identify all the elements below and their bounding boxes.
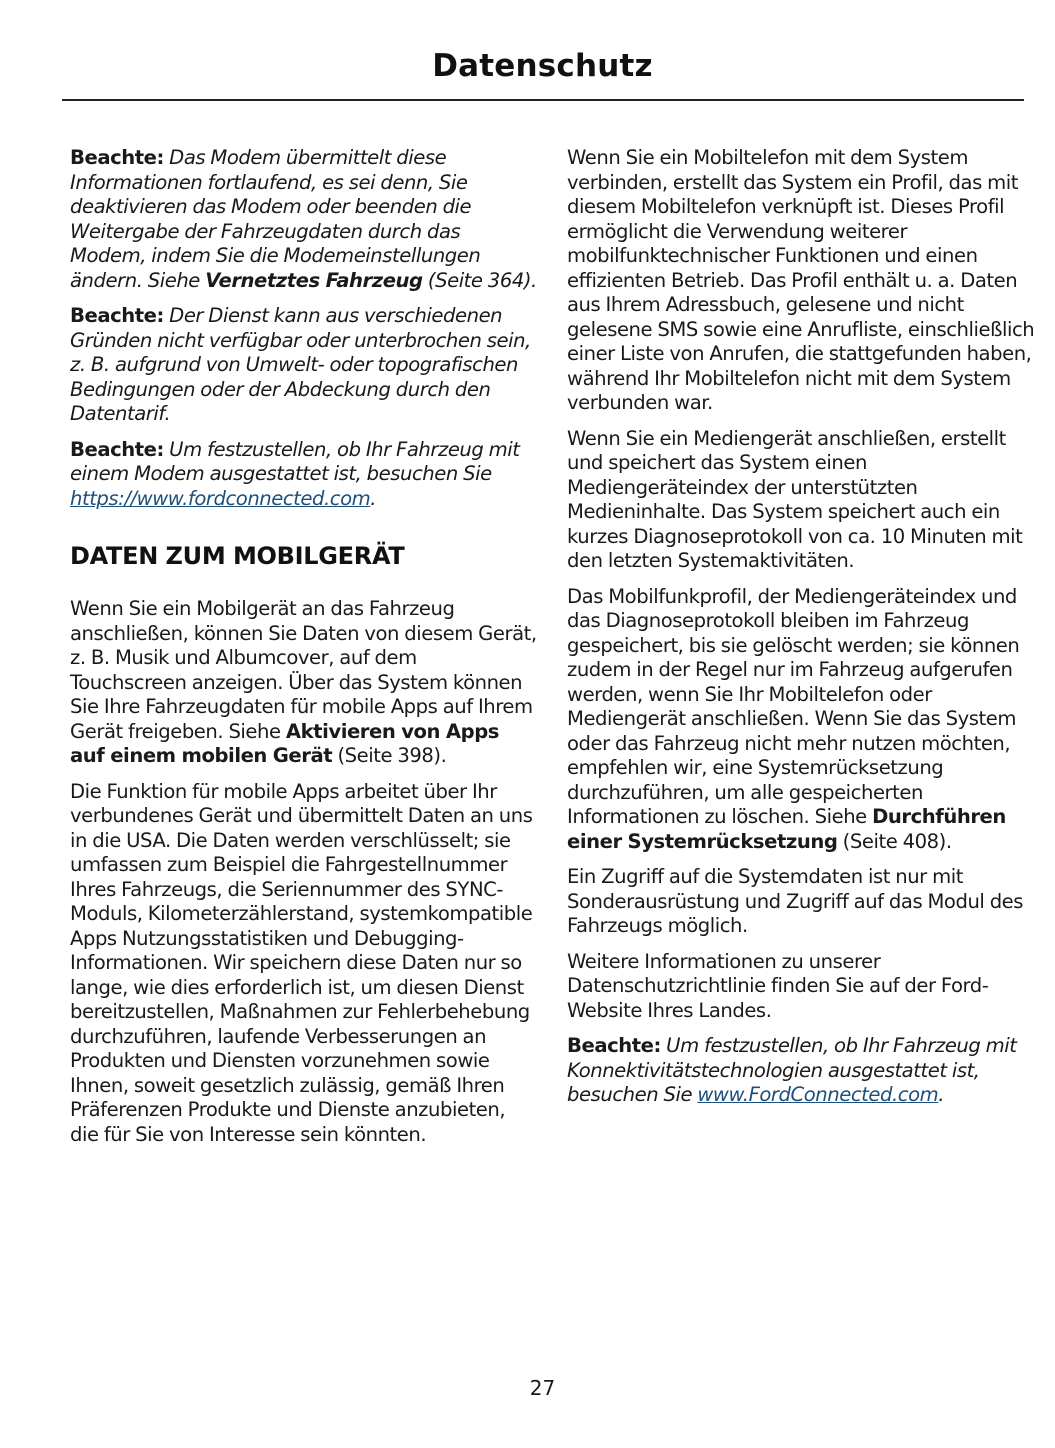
page-reference: (Seite 398). — [332, 744, 447, 767]
note-label: Beachte: — [70, 304, 164, 327]
paragraph-text: Wenn Sie ein Mobiltelefon mit dem System verbinden, erstellt das System ein Profil, das mit diesem Mobiltelefon verknüpft ist. Dieses Profil ermöglicht die Verwendung weiterer mobilfunktechnischer Funktionen und einen effizienten Betrieb. Das Profil enthält u. a. Daten aus Ihrem Adressbuch, gelesene und nicht gelesene SMS sowie eine Anrufliste, einschließlich einer Liste von Anrufen, die stattgefunden haben, während Ihr Mobiltelefon nicht mit dem System verbunden war. — [567, 146, 1035, 414]
note-suffix: . — [938, 1083, 945, 1106]
paragraph-mobile-apps — [70, 780, 538, 1148]
page-number: 27 — [529, 1376, 556, 1400]
note-label: Beachte: — [70, 437, 164, 461]
note-text: Um festzustellen, ob Ihr Fahrzeug mit Konnektivitätstechnologien ausgestattet ist, besuchen Sie — [567, 1034, 1017, 1106]
note-connectivity-check — [567, 1034, 1035, 1108]
paragraph-text: Wenn Sie ein Mediengerät anschließen, erstellt und speichert das System einen Mediengeräteindex der unterstützten Medieninhalte. Das System speichert auch ein kurzes Diagnoseprotokoll von ca. 10 Minuten mit den letzten Systemaktivitäten. — [567, 426, 1023, 572]
note-text: Das Modem übermittelt diese Informationen fortlaufend, es sei denn, Sie deaktivieren das Modem oder beenden die Weitergabe der Fahrzeugdaten durch das Modem, indem Sie die Modemeinstellungen ändern. Siehe — [70, 146, 481, 292]
paragraph-mobile-device — [70, 597, 538, 769]
page-reference: (Seite 408). — [837, 829, 952, 853]
page-title: Datenschutz — [432, 48, 653, 84]
note-label: Beachte: — [567, 1034, 661, 1057]
title-divider — [62, 99, 1024, 101]
paragraph-system-access — [567, 865, 1035, 939]
cross-reference-link[interactable]: Aktivieren von Apps auf einem mobilen Gerät — [70, 719, 499, 767]
cross-reference-link[interactable]: Vernetztes Fahrzeug — [205, 268, 423, 292]
section-heading: DATEN ZUM MOBILGERÄT — [70, 542, 405, 570]
left-column — [70, 146, 538, 1158]
paragraph-media-device — [567, 427, 1035, 574]
note-text: Der Dienst kann aus verschiedenen Gründen nicht verfügbar oder unterbrochen sein, z. B. aufgrund von Umwelt- oder topografischen Bedingungen oder der Abdeckung durch den Datentarif. — [70, 304, 531, 425]
note-modem-transmission — [70, 146, 538, 293]
paragraph-text: Das Mobilfunkprofil, der Mediengeräteindex und das Diagnoseprotokoll bleiben im Fahrzeug gespeichert, bis sie gelöscht werden; sie können zudem in der Regel nur im Fahrzeug aufgerufen werden, wenn Sie Ihr Mobiltelefon oder Mediengerät anschließen. Wenn Sie das System oder das Fahrzeug nicht mehr nutzen möchten, empfehlen wir, eine Systemrücksetzung durchzuführen, um alle gespeicherten Informationen zu löschen. Siehe — [567, 584, 1020, 828]
note-suffix: . — [370, 486, 377, 510]
cross-reference-link[interactable]: Durchführen einer Systemrücksetzung — [567, 805, 1006, 853]
paragraph-privacy-policy — [567, 950, 1035, 1024]
paragraph-data-storage — [567, 585, 1035, 855]
right-column — [567, 146, 1035, 1119]
paragraph-text: Ein Zugriff auf die Systemdaten ist nur mit Sonderausrüstung und Zugriff auf das Modul des Fahrzeugs möglich. — [567, 865, 1024, 937]
page-reference: (Seite 364). — [422, 268, 537, 292]
paragraph-text: Wenn Sie ein Mobilgerät an das Fahrzeug anschließen, können Sie Daten von diesem Gerät, z. B. Musik und Albumcover, auf dem Touchscreen anzeigen. Über das System können Sie Ihre Fahrzeugdaten für mobile Apps auf Ihrem Gerät freigeben. Siehe — [70, 597, 537, 743]
paragraph-phone-profile — [567, 146, 1035, 416]
paragraph-text: Die Funktion für mobile Apps arbeitet über Ihr verbundenes Gerät und übermittelt Daten an uns in die USA. Die Daten werden verschlüsselt; sie umfassen zum Beispiel die Fahrgestellnummer Ihres Fahrzeugs, die Seriennummer des SYNC-Moduls, Kilometerzählerstand, systemkompatible Apps Nutzungsstatistiken und Debugging-Informationen. Wir speichern diese Daten nur so lange, wie dies erforderlich ist, um diesen Dienst bereitzustellen, Maßnahmen zur Fehlerbehebung durchzuführen, laufende Verbesserungen an Produkten und Diensten vorzunehmen sowie Ihnen, soweit gesetzlich zulässig, gemäß Ihren Präferenzen Produkte und Dienste anzubieten, die für Sie von Interesse sein könnten. — [70, 779, 533, 1146]
note-text: Um festzustellen, ob Ihr Fahrzeug mit einem Modem ausgestattet ist, besuchen Sie — [70, 437, 520, 485]
fordconnected-link[interactable]: www.FordConnected.com — [697, 1083, 939, 1106]
note-label: Beachte: — [70, 146, 164, 169]
note-modem-check — [70, 438, 538, 512]
fordconnected-link[interactable]: https://www.fordconnected.com — [70, 486, 371, 510]
note-service-availability — [70, 304, 538, 427]
paragraph-text: Weitere Informationen zu unserer Datenschutzrichtlinie finden Sie auf der Ford-Website Ihres Landes. — [567, 949, 989, 1022]
